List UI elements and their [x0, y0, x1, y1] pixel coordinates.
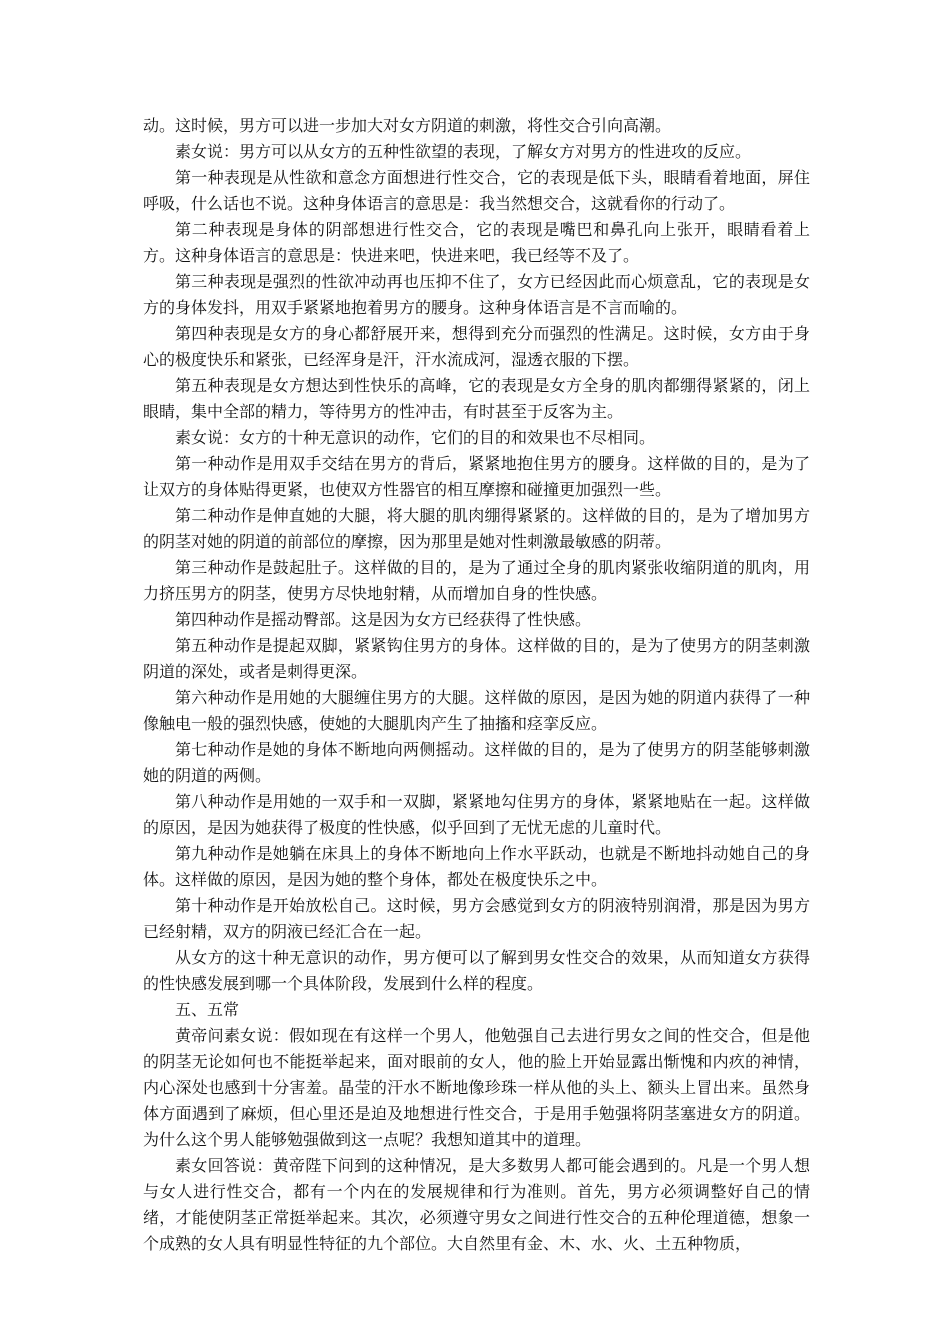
paragraph: 第五种动作是提起双脚，紧紧钩住男方的身体。这样做的目的，是为了使男方的阴茎刺激阴道的深处，或者是刺得更深。 [143, 636, 810, 681]
paragraph: 第八种动作是用她的一双手和一双脚，紧紧地勾住男方的身体，紧紧地贴在一起。这样做的原因，是因为她获得了极度的性快感，似乎回到了无忧无虑的儿童时代。 [143, 792, 810, 837]
paragraph-continuation: 动。这时候，男方可以进一步加大对女方阴道的刺激，将性交合引向高潮。 [143, 116, 672, 135]
paragraph: 第三种表现是强烈的性欲冲动再也压抑不住了，女方已经因此而心烦意乱，它的表现是女方的身体发抖，用双手紧紧地抱着男方的腰身。这种身体语言是不言而喻的。 [143, 272, 810, 317]
paragraph: 素女说：女方的十种无意识的动作，它们的目的和效果也不尽相同。 [175, 428, 656, 447]
paragraph: 第二种动作是伸直她的大腿，将大腿的肌肉绷得紧紧的。这样做的目的，是为了增加男方的阴茎对她的阴道的前部位的摩擦，因为那里是她对性刺激最敏感的阴蒂。 [143, 506, 810, 551]
paragraph: 第四种表现是女方的身心都舒展开来，想得到充分而强烈的性满足。这时候，女方由于身心的极度快乐和紧张，已经浑身是汗，汗水流成河，湿透衣服的下摆。 [143, 324, 810, 369]
paragraph: 第二种表现是身体的阴部想进行性交合，它的表现是嘴巴和鼻孔向上张开，眼睛看着上方。这种身体语言的意思是：快进来吧，快进来吧，我已经等不及了。 [143, 220, 810, 265]
paragraph: 第六种动作是用她的大腿缠住男方的大腿。这样做的原因，是因为她的阴道内获得了一种像触电一般的强烈快感，使她的大腿肌肉产生了抽搐和痉挛反应。 [143, 688, 810, 733]
paragraph: 黄帝问素女说：假如现在有这样一个男人，他勉强自己去进行男女之间的性交合，但是他的阴茎无论如何也不能挺举起来，面对眼前的女人，他的脸上开始显露出惭愧和内疚的神情，内心深处也感到十分害羞。晶莹的汗水不断地像珍珠一样从他的头上、额头上冒出来。虽然身体方面遇到了麻烦，但心里还是迫及地想进行性交合，于是用手勉强将阴茎塞进女方的阴道。为什么这个男人能够勉强做到这一点呢？我想知道其中的道理。 [143, 1026, 810, 1149]
paragraph: 第一种表现是从性欲和意念方面想进行性交合，它的表现是低下头，眼睛看着地面，屏住呼吸，什么话也不说。这种身体语言的意思是：我当然想交合，这就看你的行动了。 [143, 168, 810, 213]
paragraph: 素女说：男方可以从女方的五种性欲望的表现，了解女方对男方的性进攻的反应。 [175, 142, 752, 161]
paragraph: 第三种动作是鼓起肚子。这样做的目的，是为了通过全身的肌肉紧张收缩阴道的肌肉，用力挤压男方的阴茎，使男方尽快地射精，从而增加自身的性快感。 [143, 558, 810, 603]
body-text [143, 113, 810, 1257]
paragraph: 第一种动作是用双手交结在男方的背后，紧紧地抱住男方的腰身。这样做的目的，是为了让双方的身体贴得更紧，也使双方性器官的相互摩擦和碰撞更加强烈一些。 [143, 454, 810, 499]
paragraph: 素女回答说：黄帝陛下问到的这种情况，是大多数男人都可能会遇到的。凡是一个男人想与女人进行性交合，都有一个内在的发展规律和行为准则。首先，男方必须调整好自己的情绪，才能使阴茎正常挺举起来。其次，必须遵守男女之间进行性交合的五种伦理道德，想象一个成熟的女人具有明显性特征的九个部位。大自然里有金、木、水、火、土五种物质， [143, 1156, 810, 1253]
paragraph: 第七种动作是她的身体不断地向两侧摇动。这样做的目的，是为了使男方的阴茎能够刺激她的阴道的两侧。 [143, 740, 810, 785]
paragraph: 第十种动作是开始放松自己。这时候，男方会感觉到女方的阴液特别润滑，那是因为男方已经射精，双方的阴液已经汇合在一起。 [143, 896, 810, 941]
paragraph: 第九种动作是她躺在床具上的身体不断地向上作水平跃动，也就是不断地抖动她自己的身体。这样做的原因，是因为她的整个身体，都处在极度快乐之中。 [143, 844, 810, 889]
paragraph: 从女方的这十种无意识的动作，男方便可以了解到男女性交合的效果，从而知道女方获得的性快感发展到哪一个具体阶段，发展到什么样的程度。 [143, 948, 810, 993]
paragraph: 第五种表现是女方想达到性快乐的高峰，它的表现是女方全身的肌肉都绷得紧紧的，闭上眼睛，集中全部的精力，等待男方的性冲击，有时甚至于反客为主。 [143, 376, 810, 421]
paragraph: 第四种动作是摇动臀部。这是因为女方已经获得了性快感。 [175, 610, 592, 629]
section-heading: 五、五常 [175, 1000, 240, 1019]
